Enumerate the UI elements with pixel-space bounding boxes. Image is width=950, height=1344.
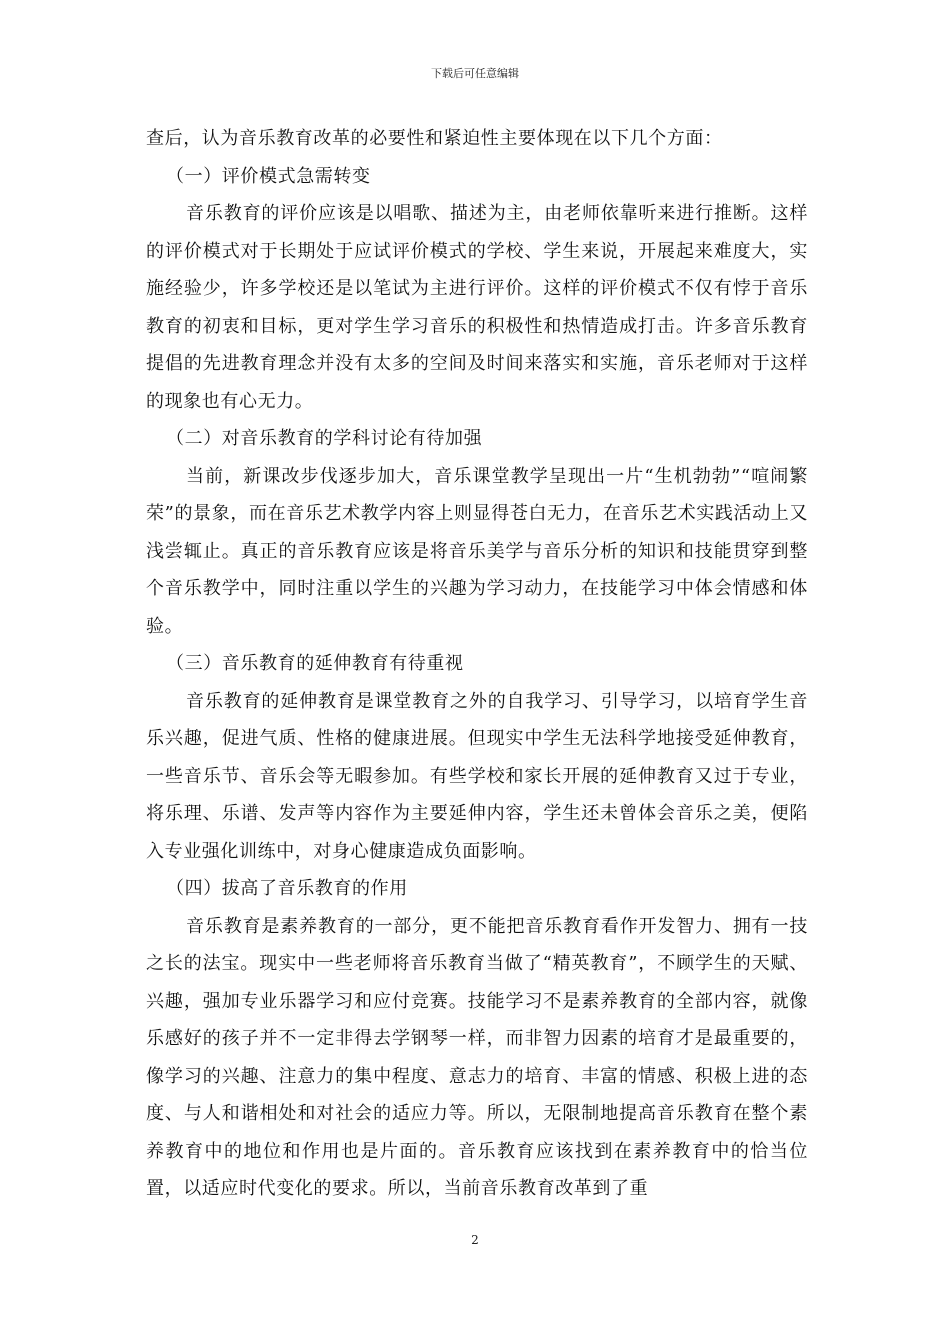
document-body — [146, 120, 808, 1208]
section-heading-1: （一）评价模式急需转变 — [166, 165, 371, 187]
section-heading-4: （四）拔高了音乐教育的作用 — [166, 878, 408, 899]
body-paragraph: 音乐教育是素养教育的一部分，更不能把音乐教育看作开发智力、拥有一技之长的法宝。现实中一些老师将音乐教育当做了“精英教育”，不顾学生的天赋、兴趣，强加专业乐器学习和应付竞赛。技能学习不是素养教育的全部内容，就像乐感好的孩子并不一定非得去学钢琴一样，而非智力因素的培育才是最重要的，像学习的兴趣、注意力的集中程度、意志力的培育、丰富的情感、积极上进的态度、与人和谐相处和对社会的适应力等。所以，无限制地提高音乐教育在整个素养教育中的地位和作用也是片面的。音乐教育应该找到在素养教育中的恰当位置，以适应时代变化的要求。所以，当前音乐教育改革到了重 — [146, 915, 808, 1199]
body-paragraph: 音乐教育的评价应该是以唱歌、描述为主，由老师依靠听来进行推断。这样的评价模式对于长期处于应试评价模式的学校、学生来说，开展起来难度大，实施经验少，许多学校还是以笔试为主进行评价。这样的评价模式不仅有悖于音乐教育的初衷和目标，更对学生学习音乐的积极性和热情造成打击。许多音乐教育提倡的先进教育理念并没有太多的空间及时间来落实和实施，音乐老师对于这样的现象也有心无力。 — [146, 203, 808, 412]
body-paragraph: 当前，新课改步伐逐步加大，音乐课堂教学呈现出一片“生机勃勃”“喧闹繁荣”的景象，而在音乐艺术教学内容上则显得苍白无力，在音乐艺术实践活动上又浅尝辄止。真正的音乐教育应该是将音乐美学与音乐分析的知识和技能贯穿到整个音乐教学中，同时注重以学生的兴趣为学习动力，在技能学习中体会情感和体验。 — [146, 465, 808, 637]
continuation-paragraph: 查后，认为音乐教育改革的必要性和紧迫性主要体现在以下几个方面： — [146, 128, 723, 149]
page-number: 2 — [471, 1233, 479, 1247]
page-header-note: 下载后可任意编辑 — [431, 67, 519, 80]
section-heading-2: （二）对音乐教育的学科讨论有待加强 — [166, 428, 483, 449]
section-heading-3: （三）音乐教育的延伸教育有待重视 — [166, 653, 464, 674]
body-paragraph: 音乐教育的延伸教育是课堂教育之外的自我学习、引导学习，以培育学生音乐兴趣，促进气质、性格的健康进展。但现实中学生无法科学地接受延伸教育，一些音乐节、音乐会等无暇参加。有些学校和家长开展的延伸教育又过于专业，将乐理、乐谱、发声等内容作为主要延伸内容，学生还未曾体会音乐之美，便陷入专业强化训练中，对身心健康造成负面影响。 — [146, 690, 808, 862]
